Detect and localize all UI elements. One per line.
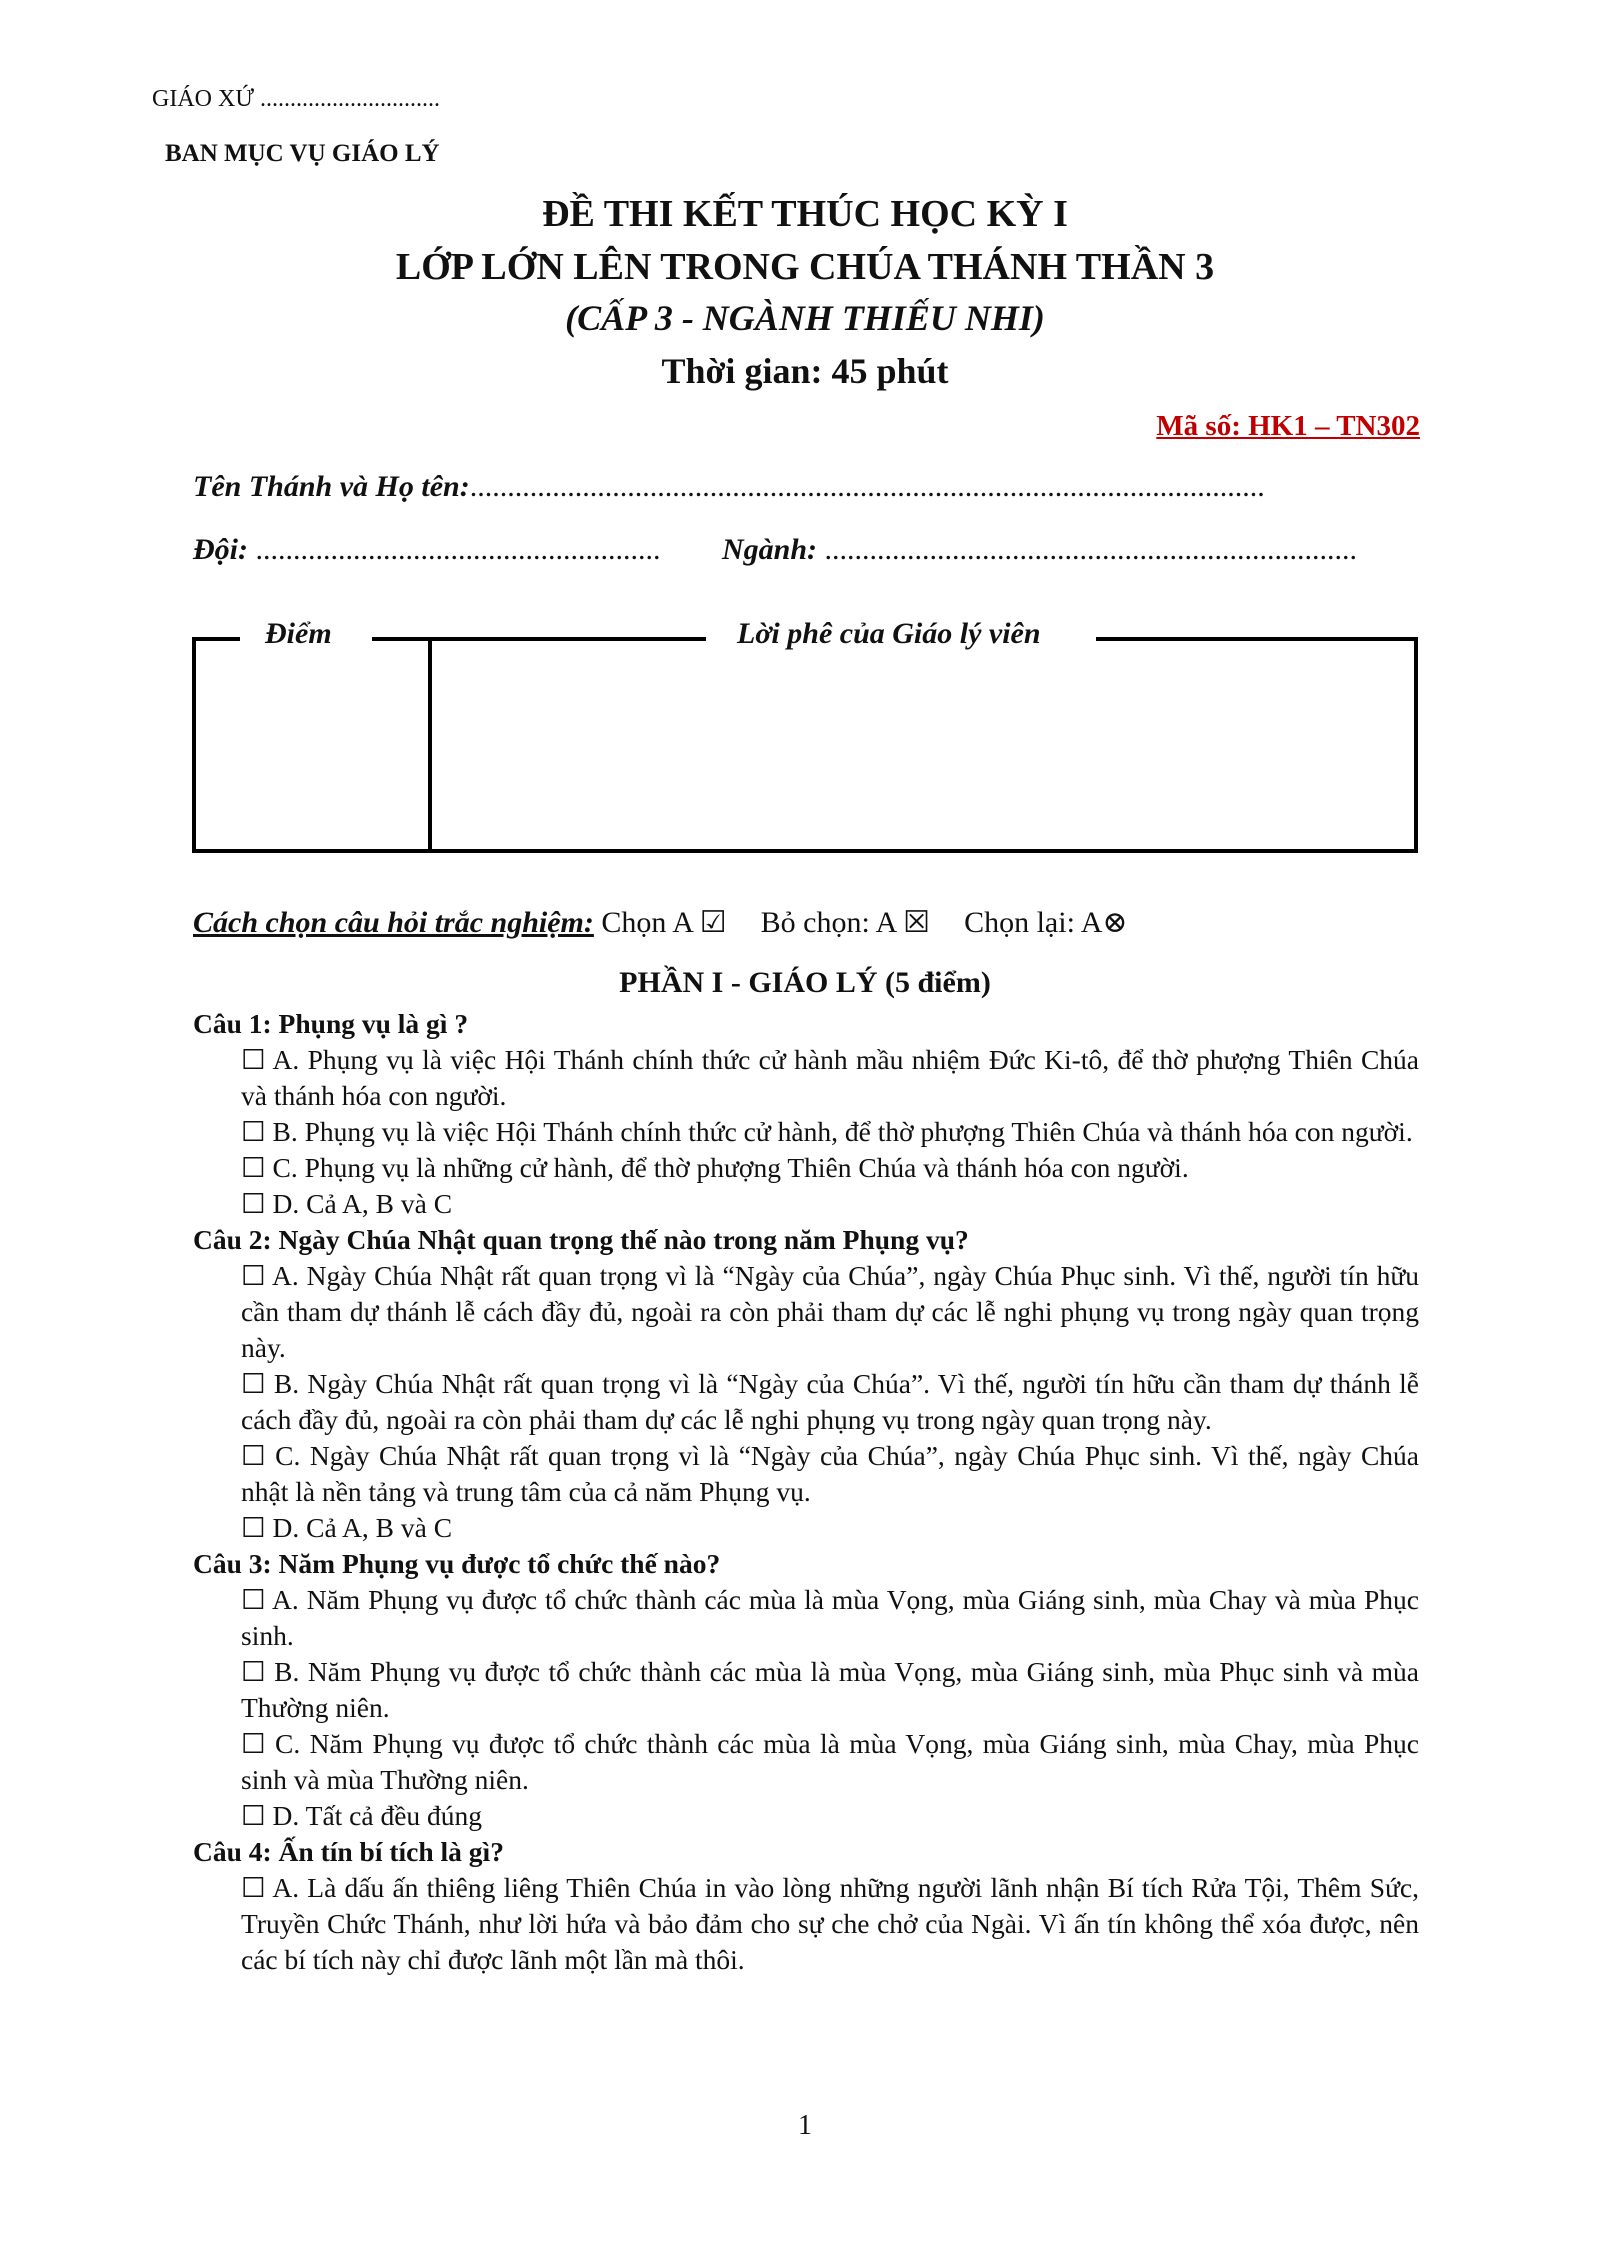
instruction-unchoose: Bỏ chọn: A ☒ [760,906,931,939]
exam-code: Mã số: HK1 – TN302 [1156,410,1420,442]
exam-title: ĐỀ THI KẾT THÚC HỌC KỲ I [542,193,1068,235]
answer-option-a[interactable]: ☐ A. Ngày Chúa Nhật rất quan trọng vì là “Ngày của Chúa”, ngày Chúa Phục sinh. Vì thế, người tín hữu cần tham dự thánh lễ cách đầy đủ, ngoài ra còn phải tham dự các lễ nghi phụng vụ trong ngày quan trọng này. [241,1260,1419,1363]
name-field-label: Tên Thánh và Họ tên: [193,470,470,503]
score-label: Điểm [265,617,332,650]
answer-option-a[interactable]: ☐ A. Phụng vụ là việc Hội Thánh chính thức cử hành mầu nhiệm Đức Ki-tô, để thờ phượng Thiên Chúa và thánh hóa con người. [241,1044,1419,1111]
class-title: LỚP LỚN LÊN TRONG CHÚA THÁNH THẦN 3 [395,246,1215,288]
answer-option-d[interactable]: ☐ D. Cả A, B và C [241,1512,453,1543]
instructions-lead: Cách chọn câu hỏi trắc nghiệm: [193,906,594,939]
level-subtitle: (CẤP 3 - NGÀNH THIẾU NHI) [565,298,1045,338]
team-field-dots: ...................................................... [255,533,661,566]
duration-label: Thời gian: 45 phút [661,351,949,391]
branch-field-dots: ....................................................................... [824,533,1358,566]
instruction-choose: Chọn A ☑ [601,906,727,939]
grade-box-top-border [372,637,706,641]
department-label: BAN MỤC VỤ GIÁO LÝ [165,140,440,167]
answer-option-a[interactable]: ☐ A. Năm Phụng vụ được tổ chức thành các mùa là mùa Vọng, mùa Giáng sinh, mùa Chay và mùa Phục sinh. [241,1584,1419,1651]
question-1 [193,1006,1419,1222]
answer-instructions [193,905,1128,940]
page-number: 1 [798,2110,812,2141]
grade-box-divider [428,637,432,853]
question-3 [193,1546,1419,1834]
question-text: Câu 1: Phụng vụ là gì ? [193,1008,469,1039]
branch-field-label: Ngành: [722,533,818,566]
question-4 [193,1834,1419,1978]
answer-option-c[interactable]: ☐ C. Phụng vụ là những cử hành, để thờ phượng Thiên Chúa và thánh hóa con người. [241,1152,1189,1183]
question-text: Câu 3: Năm Phụng vụ được tổ chức thế nào? [193,1548,721,1579]
question-2 [193,1222,1419,1546]
name-field-dots: .......................................................................................................... [469,470,1265,503]
question-text: Câu 2: Ngày Chúa Nhật quan trọng thế nào trong năm Phụng vụ? [193,1224,969,1255]
answer-option-d[interactable]: ☐ D. Tất cả đều đúng [241,1800,483,1831]
answer-option-d[interactable]: ☐ D. Cả A, B và C [241,1188,453,1219]
question-text: Câu 4: Ấn tín bí tích là gì? [193,1836,504,1867]
answer-option-a[interactable]: ☐ A. Là dấu ấn thiêng liêng Thiên Chúa in vào lòng những người lãnh nhận Bí tích Rửa Tội, Thêm Sức, Truyền Chức Thánh, như lời hứa và bảo đảm cho sự che chở của Ngài. Vì ấn tín không thể xóa được, nên các bí tích này chỉ được lãnh một lần mà thôi. [241,1872,1419,1975]
name-field[interactable] [193,470,1265,504]
comment-label: Lời phê của Giáo lý viên [737,617,1041,650]
part-title: PHẦN I - GIÁO LÝ (5 điểm) [619,966,991,999]
grade-box-top-border [1096,637,1418,641]
answer-option-b[interactable]: ☐ B. Năm Phụng vụ được tổ chức thành các mùa là mùa Vọng, mùa Giáng sinh, mùa Phục sinh và mùa Thường niên. [241,1656,1419,1723]
team-field-label: Đội: [193,533,248,566]
instruction-rechoose: Chọn lại: A⊗ [964,906,1128,939]
answer-option-c[interactable]: ☐ C. Ngày Chúa Nhật rất quan trọng vì là “Ngày của Chúa”, ngày Chúa Phục sinh. Vì thế, ngày Chúa nhật là nền tảng và trung tâm của cả năm Phụng vụ. [241,1440,1419,1507]
team-field[interactable] [193,533,661,567]
answer-option-b[interactable]: ☐ B. Phụng vụ là việc Hội Thánh chính thức cử hành, để thờ phượng Thiên Chúa và thánh hóa con người. [241,1116,1413,1147]
question-list [193,1006,1419,1978]
grade-box [192,637,1418,853]
parish-label: GIÁO XỨ .............................. [152,86,440,112]
answer-option-b[interactable]: ☐ B. Ngày Chúa Nhật rất quan trọng vì là “Ngày của Chúa”. Vì thế, người tín hữu cần tham dự thánh lễ cách đầy đủ, ngoài ra còn phải tham dự các lễ nghi phụng vụ trong ngày quan trọng này. [241,1368,1419,1435]
answer-option-c[interactable]: ☐ C. Năm Phụng vụ được tổ chức thành các mùa là mùa Vọng, mùa Giáng sinh, mùa Chay, mùa Phục sinh và mùa Thường niên. [241,1728,1419,1795]
branch-field[interactable] [722,533,1357,567]
grade-box-top-border [192,637,240,641]
